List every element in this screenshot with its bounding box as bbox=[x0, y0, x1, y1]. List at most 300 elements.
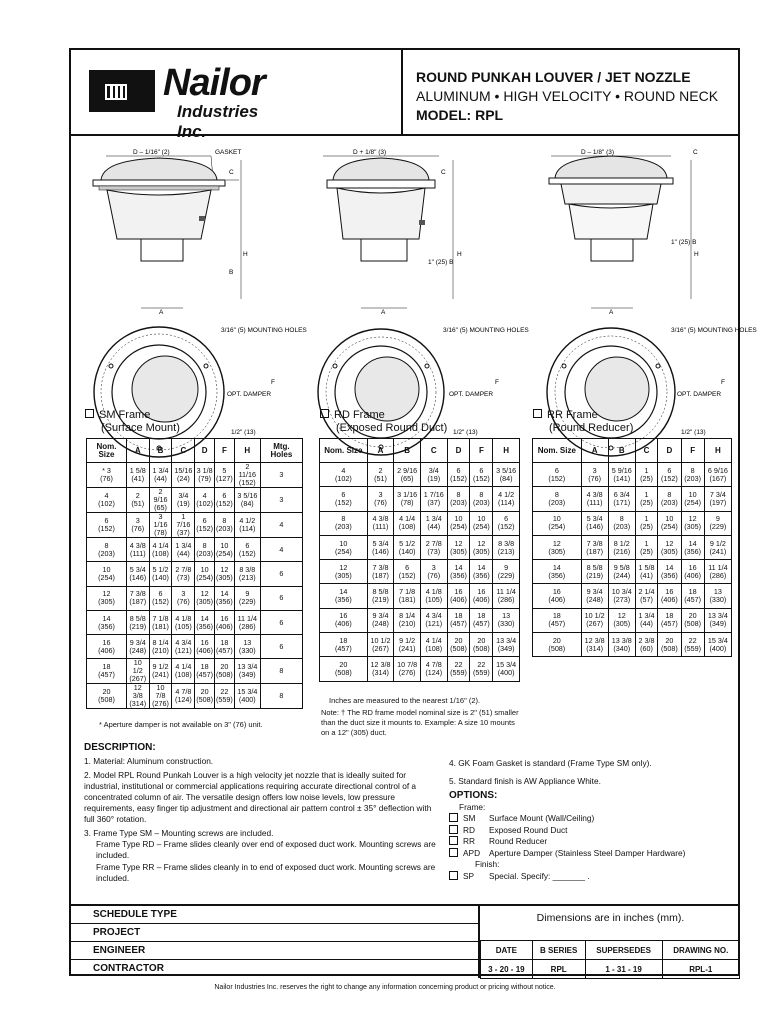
title-line-3: MODEL: RPL bbox=[416, 107, 504, 123]
table-cell: 15/16 (24) bbox=[172, 463, 195, 488]
rd-half-dim: 1/2" (13) bbox=[453, 429, 478, 436]
table-cell: 7 3/8 (187) bbox=[367, 560, 394, 584]
table-cell: 2 1/4 (57) bbox=[635, 584, 657, 608]
options-frame-label: Frame: bbox=[459, 801, 486, 812]
col-header: H bbox=[704, 439, 731, 463]
table-cell: 12 3/8 (314) bbox=[126, 684, 149, 709]
table-cell: 12 (305) bbox=[215, 562, 235, 586]
table-cell: 4 1/4 (108) bbox=[149, 538, 172, 562]
description-item-1: 1. Material: Aluminum construction. bbox=[84, 756, 214, 766]
table-cell: 7 3/4 (197) bbox=[704, 487, 731, 511]
table-cell: 2 3/8 (60) bbox=[635, 633, 657, 657]
table-cell: 9 1/2 (241) bbox=[704, 535, 731, 559]
table-cell: 16 (406) bbox=[447, 584, 470, 608]
table-row bbox=[533, 584, 732, 608]
table-cell: 11 1/4 (286) bbox=[234, 610, 260, 634]
table-cell: 18 (457) bbox=[470, 608, 493, 632]
project-row: PROJECT bbox=[71, 924, 478, 942]
rd-duct-note: Note: † The RD frame model nominal size is 2" (51) smaller than the duct size it mounts to. Example: A size 10 mounts on a 12" (305) duct. bbox=[321, 708, 519, 737]
table-cell: 3 5/16 (84) bbox=[493, 463, 520, 487]
col-header: F bbox=[215, 439, 235, 463]
table-cell: 6 (152) bbox=[658, 463, 681, 487]
rr-frame-label: RR Frame (Round Reducer) bbox=[533, 409, 633, 435]
table-cell: 10 (254) bbox=[681, 487, 704, 511]
table-cell: 6 (152) bbox=[447, 463, 470, 487]
title-line-2: ALUMINUM • HIGH VELOCITY • ROUND NECK bbox=[416, 88, 719, 104]
col-header: Mtg. Holes bbox=[260, 439, 302, 463]
table-cell: 14 (356) bbox=[87, 610, 127, 634]
table-cell: 4 3/8 (111) bbox=[126, 538, 149, 562]
rr-half-dim: 1/2" (13) bbox=[681, 429, 706, 436]
table-cell: 9 (229) bbox=[704, 511, 731, 535]
description-item-3b: Frame Type RD – Frame slides cleanly over end of exposed duct work. Mounting screws are included. bbox=[96, 839, 436, 860]
description-item-3c: Frame Type RR – Frame slides cleanly in to end of exposed duct work. Mounting screws are included. bbox=[96, 862, 436, 883]
table-row bbox=[320, 511, 520, 535]
col-header: B bbox=[394, 439, 421, 463]
option-apd-checkbox[interactable] bbox=[449, 848, 458, 857]
table-cell: 20 (508) bbox=[681, 608, 704, 632]
table-cell: * 3 (76) bbox=[87, 463, 127, 488]
table-cell: 14 (356) bbox=[320, 584, 368, 608]
table-cell: 9 1/2 (241) bbox=[149, 659, 172, 684]
sm-table-note: * Aperture damper is not available on 3" (76) unit. bbox=[99, 720, 263, 729]
table-cell: 5 3/4 (146) bbox=[581, 511, 608, 535]
table-cell: 10 (254) bbox=[195, 562, 215, 586]
col-header: A bbox=[126, 439, 149, 463]
option-rr[interactable]: RR Round Reducer bbox=[449, 836, 739, 848]
rd-damper-note: OPT. DAMPER bbox=[449, 391, 494, 398]
table-cell: 1 7/16 (37) bbox=[420, 487, 447, 511]
contractor-row: CONTRACTOR bbox=[93, 963, 164, 974]
table-row bbox=[533, 608, 732, 632]
table-cell: 1 (25) bbox=[635, 463, 657, 487]
table-cell: 1 (25) bbox=[635, 535, 657, 559]
col-header: C bbox=[172, 439, 195, 463]
table-cell: 20 (508) bbox=[470, 633, 493, 657]
sm-dimension-table bbox=[86, 438, 303, 709]
rr-checkbox[interactable] bbox=[533, 409, 542, 418]
supersedes-value: 1 - 31 - 19 bbox=[585, 960, 662, 979]
drawing-no-value: RPL-1 bbox=[662, 960, 739, 979]
sm-half-dim: 1/2" (13) bbox=[231, 429, 256, 436]
table-cell: 14 (356) bbox=[681, 535, 704, 559]
table-cell: 15 3/4 (400) bbox=[493, 657, 520, 681]
table-cell: 8 (203) bbox=[533, 487, 582, 511]
table-cell: 2 (51) bbox=[126, 488, 149, 513]
col-header: D bbox=[447, 439, 470, 463]
sm-damper-note: OPT. DAMPER bbox=[227, 391, 272, 398]
table-cell: 14 (356) bbox=[658, 560, 681, 584]
description-item-3: 3. Frame Type SM – Mounting screws are included. bbox=[84, 828, 274, 838]
table-cell: 6 (152) bbox=[215, 488, 235, 513]
table-cell: 9 3/4 (248) bbox=[581, 584, 608, 608]
sm-gasket-label: GASKET bbox=[215, 149, 242, 156]
table-cell: 5 1/2 (140) bbox=[394, 535, 421, 559]
col-header: D bbox=[195, 439, 215, 463]
table-row bbox=[320, 535, 520, 559]
table-cell: 13 3/4 (349) bbox=[493, 633, 520, 657]
option-sp-checkbox[interactable] bbox=[449, 871, 458, 880]
rd-frame-label: RD Frame (Exposed Round Duct) bbox=[320, 409, 447, 435]
table-cell: 10 7/8 (276) bbox=[149, 684, 172, 709]
table-cell: 12 (305) bbox=[533, 535, 582, 559]
table-cell: 2 7/8 (73) bbox=[172, 562, 195, 586]
table-cell: 8 5/8 (219) bbox=[367, 584, 394, 608]
table-cell: 1 (25) bbox=[635, 487, 657, 511]
table-cell: 2 (51) bbox=[367, 463, 394, 487]
table-cell: 2 11/16 (152) bbox=[234, 463, 260, 488]
table-cell: 8 (203) bbox=[447, 487, 470, 511]
table-cell: 18 (457) bbox=[447, 608, 470, 632]
table-cell: 18 (457) bbox=[320, 633, 368, 657]
col-header: F bbox=[681, 439, 704, 463]
table-cell: 12 (305) bbox=[681, 511, 704, 535]
table-cell: 4 1/2 (114) bbox=[493, 487, 520, 511]
sm-checkbox[interactable] bbox=[85, 409, 94, 418]
table-cell: 10 1/2 (267) bbox=[126, 659, 149, 684]
table-cell: 12 (305) bbox=[320, 560, 368, 584]
col-header: Nom. Size bbox=[320, 439, 368, 463]
sm-f-dim: F bbox=[271, 379, 275, 386]
table-cell: 4 bbox=[260, 513, 302, 538]
table-cell: 12 (305) bbox=[658, 535, 681, 559]
col-header: D bbox=[658, 439, 681, 463]
table-cell: 4 1/4 (108) bbox=[420, 633, 447, 657]
company-subtitle: Industries Inc. bbox=[177, 102, 259, 141]
table-cell: 12 (305) bbox=[87, 586, 127, 610]
table-cell: 7 1/8 (181) bbox=[394, 584, 421, 608]
col-header: F bbox=[470, 439, 493, 463]
col-header: A bbox=[367, 439, 394, 463]
table-cell: 8 (203) bbox=[681, 463, 704, 487]
table-cell: 7 1/8 (181) bbox=[149, 610, 172, 634]
table-cell: 10 (254) bbox=[533, 511, 582, 535]
table-cell: 8 (203) bbox=[87, 538, 127, 562]
table-row bbox=[320, 657, 520, 681]
table-cell: 8 5/8 (219) bbox=[581, 560, 608, 584]
table-cell: 12 3/8 (314) bbox=[367, 657, 394, 681]
table-cell: 7 3/8 (187) bbox=[126, 586, 149, 610]
footer-disclaimer: Nailor Industries Inc. reserves the right to change any information concerning product or pricing without notice. bbox=[214, 984, 556, 991]
table-row bbox=[320, 584, 520, 608]
table-cell: 18 (457) bbox=[215, 635, 235, 659]
table-cell: 16 (406) bbox=[658, 584, 681, 608]
col-header: Nom. Size bbox=[87, 439, 127, 463]
table-cell: 20 (508) bbox=[320, 657, 368, 681]
table-cell: 16 (406) bbox=[681, 560, 704, 584]
table-cell: 20 (508) bbox=[447, 633, 470, 657]
col-header: B bbox=[608, 439, 635, 463]
rd-f-dim: F bbox=[495, 379, 499, 386]
sm-a-dim: A bbox=[159, 309, 164, 316]
supersedes-header: SUPERSEDES bbox=[585, 941, 662, 960]
table-cell: 15 3/4 (400) bbox=[704, 633, 731, 657]
sm-frame-label: SM Frame (Surface Mount) bbox=[85, 409, 180, 435]
col-header: A bbox=[581, 439, 608, 463]
table-cell: 14 (356) bbox=[533, 560, 582, 584]
table-cell: 18 (457) bbox=[681, 584, 704, 608]
col-header: B bbox=[149, 439, 172, 463]
rr-dimension-table bbox=[532, 438, 732, 657]
table-cell: 8 bbox=[260, 659, 302, 684]
table-cell: 3 5/16 (84) bbox=[234, 488, 260, 513]
document-frame bbox=[69, 48, 757, 976]
table-cell: 1 5/8 (41) bbox=[126, 463, 149, 488]
rd-measure-note: Inches are measured to the nearest 1/16" (2). bbox=[329, 696, 481, 705]
options-finish-label: Finish: bbox=[475, 859, 500, 869]
rd-b-dim: 1" (25) B bbox=[428, 259, 454, 266]
table-cell: 6 bbox=[260, 586, 302, 610]
table-cell: 12 (305) bbox=[195, 586, 215, 610]
table-cell: 4 bbox=[260, 538, 302, 562]
table-cell: 16 (406) bbox=[533, 584, 582, 608]
series-value: RPL bbox=[532, 960, 585, 979]
table-cell: 4 3/8 (111) bbox=[581, 487, 608, 511]
options-section bbox=[449, 758, 739, 882]
option-sm[interactable]: SM Surface Mount (Wall/Ceiling) bbox=[449, 813, 739, 825]
table-cell: 18 (457) bbox=[195, 659, 215, 684]
description-section bbox=[84, 742, 436, 887]
table-cell: 1 (25) bbox=[635, 511, 657, 535]
table-cell: 6 (152) bbox=[320, 487, 368, 511]
table-cell: 9 (229) bbox=[234, 586, 260, 610]
table-cell: 14 (356) bbox=[215, 586, 235, 610]
table-cell: 20 (508) bbox=[195, 684, 215, 709]
table-row bbox=[87, 463, 303, 488]
table-row bbox=[320, 487, 520, 511]
table-cell: 5 9/16 (141) bbox=[608, 463, 635, 487]
table-cell: 18 (457) bbox=[658, 608, 681, 632]
table-cell: 4 (102) bbox=[87, 488, 127, 513]
table-cell: 8 (203) bbox=[320, 511, 368, 535]
series-header: B SERIES bbox=[532, 941, 585, 960]
table-cell: 3 (76) bbox=[581, 463, 608, 487]
col-header: Nom. Size bbox=[533, 439, 582, 463]
sm-c-dim: C bbox=[229, 169, 234, 176]
rd-h-dim: H bbox=[457, 251, 462, 258]
sm-holes-note: 3/16" (5) MOUNTING HOLES bbox=[221, 327, 307, 334]
table-cell: 14 (356) bbox=[447, 560, 470, 584]
product-title bbox=[416, 68, 718, 125]
table-cell: 3 1/8 (79) bbox=[195, 463, 215, 488]
table-cell: 6 (152) bbox=[493, 511, 520, 535]
rr-h-dim: H bbox=[694, 251, 699, 258]
date-header: DATE bbox=[481, 941, 533, 960]
table-cell: 2 9/16 (65) bbox=[394, 463, 421, 487]
table-cell: 6 9/16 (167) bbox=[704, 463, 731, 487]
rr-damper-note: OPT. DAMPER bbox=[677, 391, 722, 398]
table-row bbox=[87, 488, 303, 513]
option-apd[interactable]: APD Aperture Damper (Stainless Steel Damper Hardware) bbox=[449, 848, 739, 860]
table-row bbox=[320, 608, 520, 632]
table-cell: 8 (203) bbox=[658, 487, 681, 511]
table-cell: 6 bbox=[260, 562, 302, 586]
table-cell: 3 1/16 (78) bbox=[149, 513, 172, 538]
description-heading: DESCRIPTION: bbox=[84, 742, 156, 753]
table-row bbox=[533, 560, 732, 584]
option-rd-checkbox[interactable] bbox=[449, 825, 458, 834]
table-cell: 4 (102) bbox=[320, 463, 368, 487]
table-cell: 4 3/4 (121) bbox=[420, 608, 447, 632]
rr-c-dim: C bbox=[693, 149, 698, 156]
table-row bbox=[533, 511, 732, 535]
table-row bbox=[87, 610, 303, 634]
table-cell: 3/4 (19) bbox=[172, 488, 195, 513]
table-row bbox=[320, 633, 520, 657]
table-cell: 18 (457) bbox=[533, 608, 582, 632]
table-cell: 1 5/8 (41) bbox=[635, 560, 657, 584]
table-cell: 10 (254) bbox=[320, 535, 368, 559]
table-cell: 10 1/2 (267) bbox=[367, 633, 394, 657]
table-cell: 8 1/2 (216) bbox=[608, 535, 635, 559]
table-cell: 8 1/4 (210) bbox=[149, 635, 172, 659]
table-cell: 5 1/2 (140) bbox=[149, 562, 172, 586]
sm-d-dim: D – 1/16" (2) bbox=[133, 149, 170, 156]
rr-holes-note: 3/16" (5) MOUNTING HOLES bbox=[671, 327, 757, 334]
table-cell: 6 (152) bbox=[394, 560, 421, 584]
table-cell: 16 (406) bbox=[87, 635, 127, 659]
table-cell: 16 (406) bbox=[215, 610, 235, 634]
table-cell: 6 (152) bbox=[533, 463, 582, 487]
col-header: C bbox=[635, 439, 657, 463]
table-cell: 6 (152) bbox=[195, 513, 215, 538]
rd-checkbox[interactable] bbox=[320, 409, 329, 418]
option-sp[interactable]: SP Special. Specify: _______ . bbox=[449, 871, 739, 883]
table-cell: 1 3/4 (44) bbox=[635, 608, 657, 632]
table-cell: 16 (406) bbox=[320, 608, 368, 632]
table-cell: 11 1/4 (286) bbox=[493, 584, 520, 608]
table-cell: 4 1/2 (114) bbox=[234, 513, 260, 538]
table-row bbox=[320, 560, 520, 584]
table-cell: 4 (102) bbox=[195, 488, 215, 513]
table-cell: 15 3/4 (400) bbox=[234, 684, 260, 709]
table-cell: 12 (305) bbox=[447, 535, 470, 559]
rr-d-dim: D – 1/8" (3) bbox=[581, 149, 615, 156]
sm-b-dim: B bbox=[229, 269, 234, 276]
table-cell: 2 7/8 (73) bbox=[420, 535, 447, 559]
rd-c-dim: C bbox=[441, 169, 446, 176]
table-cell: 3 (76) bbox=[172, 586, 195, 610]
table-row bbox=[87, 684, 303, 709]
table-cell: 14 (356) bbox=[470, 560, 493, 584]
table-cell: 8 3/8 (213) bbox=[234, 562, 260, 586]
table-cell: 4 7/8 (124) bbox=[172, 684, 195, 709]
title-line-1: ROUND PUNKAH LOUVER / JET NOZZLE bbox=[416, 69, 691, 85]
table-row bbox=[533, 633, 732, 657]
table-row bbox=[533, 487, 732, 511]
drawing-info-table bbox=[480, 940, 740, 979]
table-row bbox=[87, 659, 303, 684]
table-cell: 10 (254) bbox=[470, 511, 493, 535]
schedule-block bbox=[71, 904, 740, 976]
table-cell: 6 (152) bbox=[470, 463, 493, 487]
table-cell: 1 7/16 (37) bbox=[172, 513, 195, 538]
table-cell: 13 3/8 (340) bbox=[608, 633, 635, 657]
header-divider bbox=[401, 50, 403, 134]
engineer-row: ENGINEER bbox=[71, 942, 478, 960]
table-row bbox=[320, 463, 520, 487]
option-sm-checkbox[interactable] bbox=[449, 813, 458, 822]
table-cell: 20 (508) bbox=[658, 633, 681, 657]
table-cell: 20 (508) bbox=[215, 659, 235, 684]
table-cell: 6 bbox=[260, 635, 302, 659]
company-logo bbox=[89, 62, 289, 141]
table-cell: 4 1/4 (108) bbox=[172, 659, 195, 684]
table-cell: 9 5/8 (244) bbox=[608, 560, 635, 584]
table-cell: 9 3/4 (248) bbox=[367, 608, 394, 632]
table-cell: 13 3/4 (349) bbox=[234, 659, 260, 684]
table-cell: 4 1/8 (105) bbox=[172, 610, 195, 634]
table-cell: 13 (330) bbox=[234, 635, 260, 659]
col-header: C bbox=[420, 439, 447, 463]
table-cell: 10 3/4 (273) bbox=[608, 584, 635, 608]
table-cell: 5 3/4 (146) bbox=[126, 562, 149, 586]
table-cell: 8 bbox=[260, 684, 302, 709]
table-cell: 9 3/4 (248) bbox=[126, 635, 149, 659]
table-cell: 3 bbox=[260, 488, 302, 513]
table-cell: 10 1/2 (267) bbox=[581, 608, 608, 632]
table-cell: 7 3/8 (187) bbox=[581, 535, 608, 559]
table-cell: 3 (76) bbox=[420, 560, 447, 584]
option-rr-checkbox[interactable] bbox=[449, 836, 458, 845]
table-cell: 3 (76) bbox=[367, 487, 394, 511]
table-cell: 8 5/8 (219) bbox=[126, 610, 149, 634]
table-cell: 6 (152) bbox=[149, 586, 172, 610]
rr-a-dim: A bbox=[609, 309, 614, 316]
table-cell: 13 (330) bbox=[493, 608, 520, 632]
table-row bbox=[533, 463, 732, 487]
table-cell: 10 7/8 (276) bbox=[394, 657, 421, 681]
table-cell: 22 (559) bbox=[470, 657, 493, 681]
col-header: H bbox=[234, 439, 260, 463]
rr-f-dim: F bbox=[721, 379, 725, 386]
drawing-no-header: DRAWING NO. bbox=[662, 941, 739, 960]
table-cell: 6 3/4 (171) bbox=[608, 487, 635, 511]
table-cell: 10 (254) bbox=[87, 562, 127, 586]
table-cell: 8 (203) bbox=[215, 513, 235, 538]
table-cell: 8 (203) bbox=[195, 538, 215, 562]
table-cell: 10 (254) bbox=[447, 511, 470, 535]
table-row bbox=[533, 535, 732, 559]
table-cell: 4 1/8 (105) bbox=[420, 584, 447, 608]
table-cell: 1 3/4 (44) bbox=[149, 463, 172, 488]
schedule-type-row: SCHEDULE TYPE bbox=[71, 906, 478, 924]
table-row bbox=[87, 586, 303, 610]
table-cell: 5 (127) bbox=[215, 463, 235, 488]
rd-dimension-table bbox=[319, 438, 520, 682]
description-item-2: 2. Model RPL Round Punkah Louver is a high velocity jet nozzle that is ideally suited for industrial, institutional or commercial applications requiring accurate directional control of a concentrated column of air. The versatile design offers low noise levels, low pressure requirements, easy finger tip adjustment and directional air pattern control ± 35° deflection with full 360° rotation. bbox=[84, 770, 432, 824]
dimensions-note: Dimensions are in inches (mm). bbox=[536, 912, 685, 924]
table-cell: 12 3/8 (314) bbox=[581, 633, 608, 657]
table-cell: 6 (152) bbox=[87, 513, 127, 538]
table-cell: 3 1/16 (78) bbox=[394, 487, 421, 511]
rd-d-dim: D + 1/8" (3) bbox=[353, 149, 387, 156]
table-cell: 10 (254) bbox=[658, 511, 681, 535]
table-row bbox=[87, 635, 303, 659]
table-cell: 4 1/4 (108) bbox=[394, 511, 421, 535]
table-cell: 22 (559) bbox=[215, 684, 235, 709]
rd-holes-note: 3/16" (5) MOUNTING HOLES bbox=[443, 327, 529, 334]
option-rd[interactable]: RD Exposed Round Duct bbox=[449, 825, 739, 837]
table-cell: 12 (305) bbox=[608, 608, 635, 632]
table-cell: 20 (508) bbox=[533, 633, 582, 657]
company-name: Nailor bbox=[163, 62, 265, 104]
table-cell: 10 (254) bbox=[215, 538, 235, 562]
table-cell: 8 3/8 (213) bbox=[493, 535, 520, 559]
table-cell: 8 (203) bbox=[470, 487, 493, 511]
table-cell: 3 bbox=[260, 463, 302, 488]
table-cell: 22 (559) bbox=[447, 657, 470, 681]
